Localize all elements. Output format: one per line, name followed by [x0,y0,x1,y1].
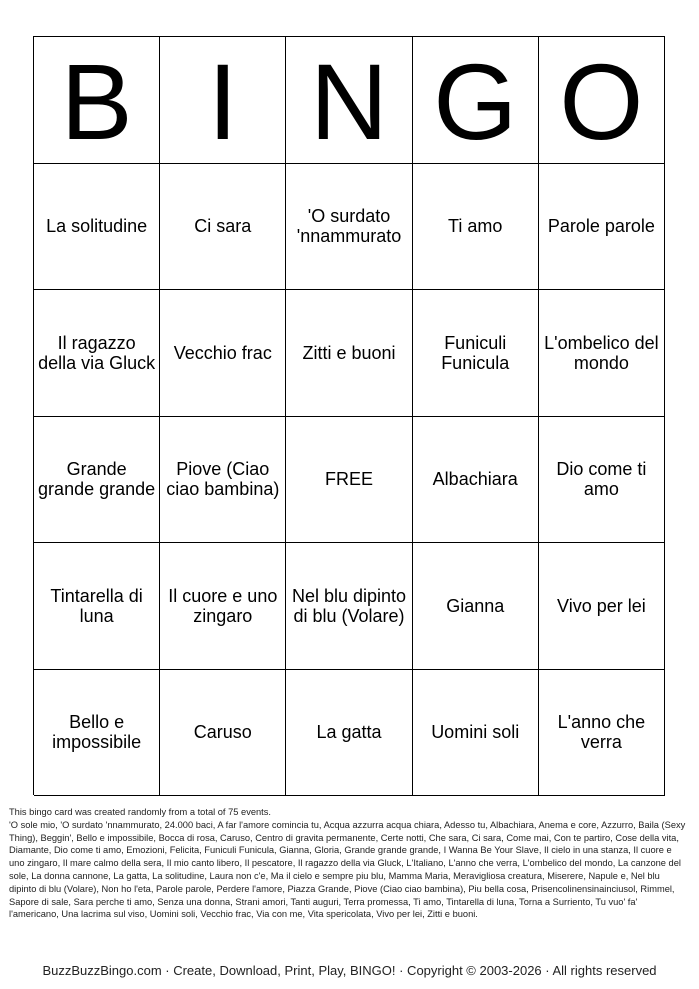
note-intro: This bingo card was created randomly from a total of 75 events. [9,807,271,817]
card-cell [160,290,286,417]
cell-text: FREE [325,469,374,490]
card-cell [160,417,286,544]
cell-text: Tintarella di luna [50,585,143,626]
card-row-4 [34,543,665,670]
card-cell [286,670,412,797]
card-cell [539,290,665,417]
card-cell [413,670,539,797]
cell-text: 'O surdato 'nnammurato [296,206,402,247]
cell-text: Ci sara [194,216,252,237]
site-footer: BuzzBuzzBingo.com · Create, Download, Print, Play, BINGO! · Copyright © 2003-2026 · All rights reserved [42,963,657,978]
card-cell [413,417,539,544]
card-cell [34,670,160,797]
card-row-3 [34,417,665,544]
cell-text: Zitti e buoni [302,342,396,363]
card-row-2 [34,290,665,417]
card-cell [413,164,539,291]
header-letter-o: O [539,37,665,164]
cell-text: Uomini soli [431,722,520,743]
header-letter-n: N [286,37,412,164]
event-list-note [9,806,689,921]
cell-text: L'ombelico del mondo [544,332,659,373]
card-cell [539,543,665,670]
cell-text: La solitudine [46,216,148,237]
cell-text: Bello e impossibile [52,712,142,753]
card-cell [34,290,160,417]
card-row-5 [34,670,665,797]
cell-text: Parole parole [547,216,655,237]
card-cell [34,417,160,544]
cell-text: Piove (Ciao ciao bambina) [166,459,280,500]
cell-text: Ti amo [448,216,503,237]
card-cell [539,164,665,291]
cell-text: Vivo per lei [557,595,646,616]
card-cell [413,290,539,417]
cell-text: Funiculi Funicula [441,332,510,373]
header-row [34,37,665,164]
card-cell [286,543,412,670]
cell-text: Il ragazzo della via Gluck [38,332,156,373]
card-cell [160,543,286,670]
card-cell [413,543,539,670]
cell-text: Il cuore e uno zingaro [168,585,278,626]
card-cell [539,670,665,797]
cell-text: Vecchio frac [173,342,272,363]
cell-text: Albachiara [432,469,518,490]
cell-text: La gatta [316,722,382,743]
card-cell [160,670,286,797]
cell-text: Gianna [446,595,505,616]
card-cell [160,164,286,291]
header-letter-g: G [413,37,539,164]
free-cell [286,417,412,544]
cell-text: Nel blu dipinto di blu (Volare) [291,585,407,626]
cell-text: L'anno che verra [557,712,646,753]
header-letter-b: B [34,37,160,164]
card-cell [286,164,412,291]
cell-text: Caruso [193,722,252,743]
header-letter-i: I [160,37,286,164]
card-row-1 [34,164,665,291]
cell-text: Dio come ti amo [556,459,647,500]
cell-text: Grande grande grande [38,459,156,500]
card-cell [539,417,665,544]
card-cell [286,290,412,417]
note-events: 'O sole mio, 'O surdato 'nnammurato, 24.000 baci, A far l'amore comincia tu, Acqua azzurra acqua chiara, Adesso tu, Albachiara, Anema e core, Azzurro, Baila (Sexy Thing), Beggin', Bello e impossibile, Bocca di rosa, Caruso, Centro di gravita permanente, Certe notti, Che sara, Ci sara, Come mai, Con te partiro, Cose della vita, Diamante, Dio come ti amo, Emozioni, Felicita, Funiculi Funicula, Gianna, Gloria, Grande grande grande, I Wanna Be Your Slave, Il cielo in una stanza, Il cuore e uno zingaro, Il mare calmo della sera, Il mio canto libero, Il pescatore, Il ragazzo della via Gluck, L'Italiano, L'anno che verra, L'ombelico del mondo, La canzone del sole, La donna cannone, La gatta, La solitudine, Laura non c'e, Ma il cielo e sempre piu blu, Mamma Maria, Meravigliosa creatura, Miserere, Napule e, Nel blu dipinto di blu (Volare), Non ho l'eta, Parole parole, Perdere l'amore, Piazza Grande, Piove (Ciao ciao bambina), Piu bella cosa, Prisencolinensinainciusol, Rimmel, Sapore di sale, Sara perche ti amo, Senza una donna, Strani amori, Tanti auguri, Terra promessa, Ti amo, Tintarella di luna, Torna a Surriento, Tu vuo' fa' l'americano, Una lacrima sul viso, Uomini soli, Vecchio frac, Via con me, Vita spericolata, Vivo per lei, Zitti e buoni. [9,819,686,920]
bingo-card [33,36,665,795]
card-cell [34,543,160,670]
card-cell [34,164,160,291]
